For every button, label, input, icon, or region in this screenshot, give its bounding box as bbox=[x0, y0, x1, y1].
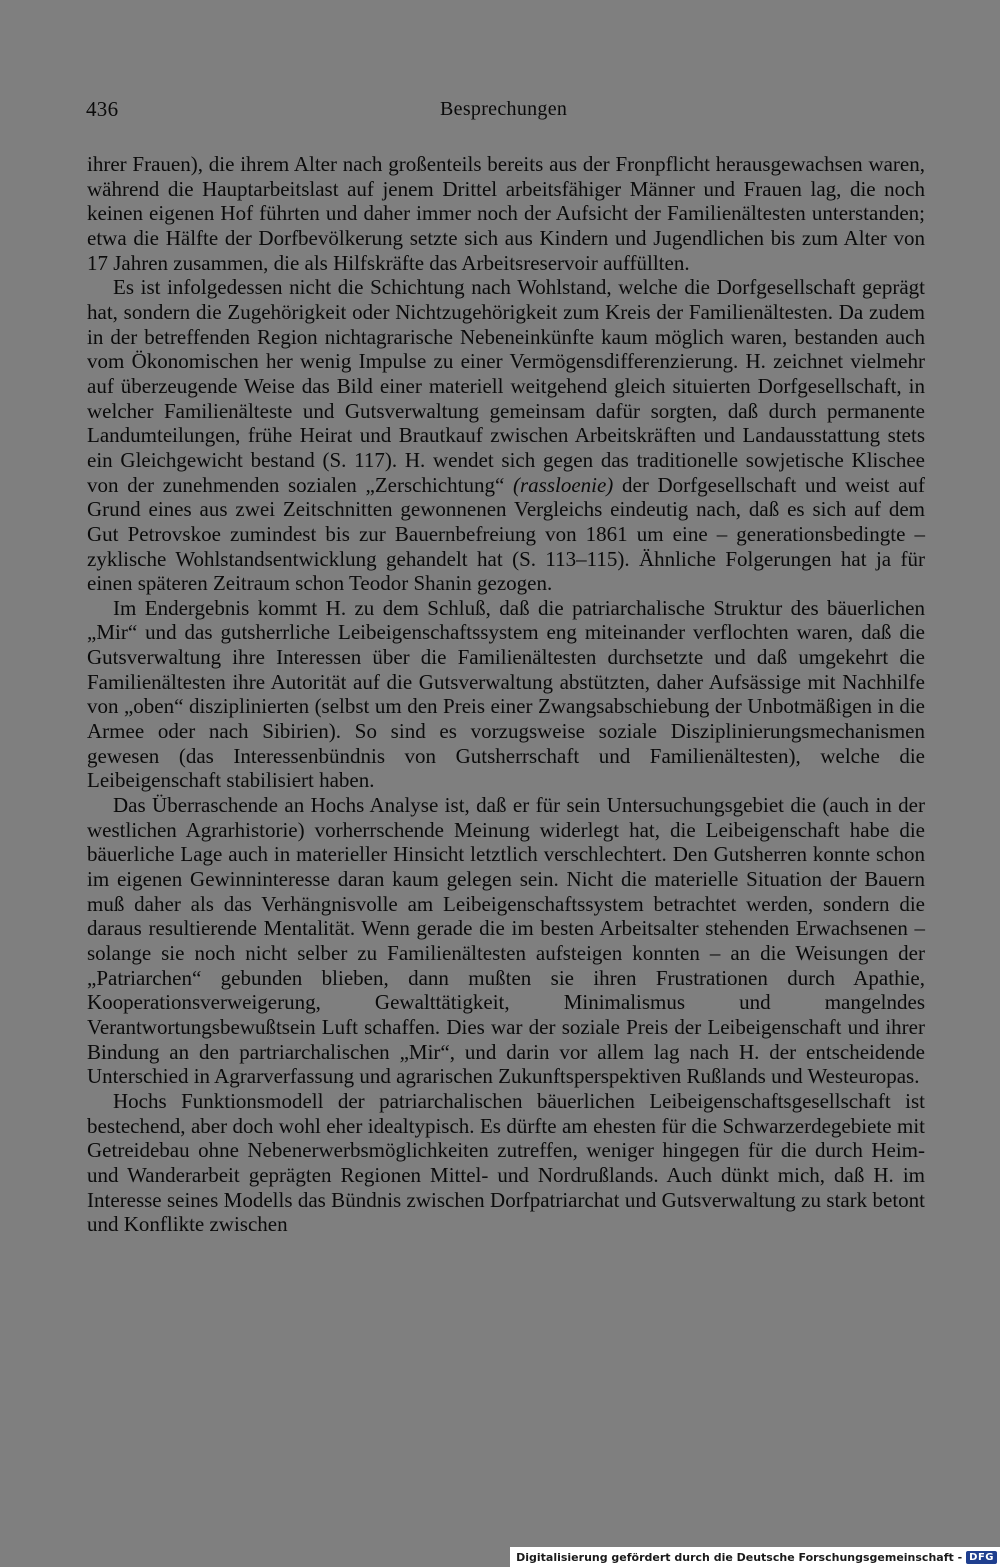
paragraph-2-text: Es ist infolgedessen nicht die Schichtung nach Wohlstand, welche die Dorfgesellschaft geprägt hat, sondern die Zugehörigkeit oder Nichtzugehörigkeit zum Kreis der Familienältesten. Da zudem in der betreffenden Region nichtagrarische Nebeneinkünfte kaum möglich waren, bestanden auch vom Ökonomischen her wenig Impulse zu einer Vermögensdifferenzierung. H. zeichnet vielmehr auf überzeugende Weise das Bild einer materiell weitgehend gleich situierten Dorfgesellschaft, in welcher Familienälteste und Gutsverwaltung gemeinsam dafür sorgten, daß durch permanente Landumteilungen, frühe Heirat und Brautkauf zwischen Arbeitskräften und Landausstattung stets ein Gleichgewicht bestand (S. 117). H. wendet sich gegen das traditionelle sowjetische Klischee von der zunehmenden sozialen „Zerschichtung“ bbox=[87, 275, 925, 497]
digitization-footer bbox=[510, 1547, 1000, 1567]
paragraph-5: Hochs Funktionsmodell der patriarchalischen bäuerlichen Leibeigenschaftsgesellschaft ist bestechend, aber doch wohl eher idealtypisch. Es dürfte am ehesten für die Schwarzerdegebiete mit Getreidebau ohne Nebenerwerbsmöglichkeiten zutreffen, weniger hingegen für die durch Heim- und Wanderarbeit geprägten Regionen Mittel- und Nordrußlands. Auch dünkt mich, daß H. im Interesse seines Modells das Bündnis zwischen Dorfpatriarchat und Gutsverwaltung zu stark betont und Konflikte zwischen bbox=[87, 1088, 925, 1237]
page-number: 436 bbox=[86, 97, 119, 121]
body-text bbox=[87, 152, 925, 1237]
dfg-logo: DFG bbox=[966, 1551, 997, 1564]
paragraph-1: ihrer Frauen), die ihrem Alter nach großenteils bereits aus der Fronpflicht herausgewachsen waren, während die Hauptarbeitslast auf jenem Drittel arbeitsfähiger Männer und Frauen lag, die noch keinen eigenen Hof führten und daher immer noch der Aufsicht der Familienältesten unterstanden; etwa die Hälfte der Dorfbevölkerung setzte sich aus Kindern und Jugendlichen bis zum Alter von 17 Jahren zusammen, die als Hilfskräfte das Arbeitsreservoir auffüllten. bbox=[87, 152, 925, 275]
running-head: Besprechungen bbox=[440, 98, 568, 120]
paragraph-2-italic-term: (rassloenie) bbox=[512, 472, 614, 497]
paragraph-2 bbox=[87, 275, 925, 596]
paragraph-2-tail: der Dorfgesellschaft und weist auf Grund eines aus zwei Zeitschnitten gewonnenen Vergleichs eindeutig nach, daß es sich auf dem Gut Petrovskoe zumindest bis zur Bauernbefreiung von 1861 um eine – generationsbedingte – zyklische Wohlstandsentwicklung gehandelt hat (S. 113–115). Ähnliche Folgerungen hat ja für einen späteren Zeitraum schon Teodor Shanin gezogen. bbox=[87, 472, 926, 596]
footer-credit: Digitalisierung gefördert durch die Deutsche Forschungsgemeinschaft - bbox=[516, 1550, 963, 1564]
paragraph-3: Im Endergebnis kommt H. zu dem Schluß, daß die patriarchalische Struktur des bäuerlichen „Mir“ und das gutsherrliche Leibeigenschaftssystem eng miteinander verflochten waren, daß die Gutsverwaltung ihre Interessen über die Familienältesten durchsetzte und daß umgekehrt die Familienältesten ihre Autorität auf die Gutsverwaltung abstützten, daher Aufsässige mit Nachhilfe von „oben“ disziplinierten (selbst um den Preis einer Zwangsabschiebung der Unbotmäßigen in die Armee oder nach Sibirien). So sind es vorzugsweise soziale Disziplinierungsmechanismen gewesen (das Interessenbündnis von Gutsherrschaft und Familienältesten), welche die Leibeigenschaft stabilisiert haben. bbox=[87, 595, 925, 793]
paragraph-4: Das Überraschende an Hochs Analyse ist, daß er für sein Untersuchungsgebiet die (auch in der westlichen Agrarhistorie) vorherrschende Meinung widerlegt hat, die Leibeigenschaft habe die bäuerliche Lage auch in materieller Hinsicht letztlich verschlechtert. Den Gutsherren konnte schon im eigenen Gewinninteresse daran kaum gelegen sein. Nicht die materielle Situation der Bauern muß daher als das Verhängnisvolle am Leibeigenschaftssystem betrachtet werden, sondern die daraus resultierende Mentalität. Wenn gerade die im besten Arbeitsalter stehenden Erwachsenen – solange sie noch nicht selber zu Familienältesten aufsteigen konnten – an die Weisungen der „Patriarchen“ gebunden blieben, dann mußten sie ihren Frustrationen durch Apathie, Kooperationsverweigerung, Gewalttätigkeit, Minimalismus und mangelndes Verantwortungsbewußtsein Luft schaffen. Dies war der soziale Preis der Leibeigenschaft und ihrer Bindung an den partriarchalischen „Mir“, und darin vor allem lag nach H. der entscheidende Unterschied in Agrarverfassung und agrarischen Zukunftsperspektiven Rußlands und Westeuropas. bbox=[87, 793, 925, 1089]
